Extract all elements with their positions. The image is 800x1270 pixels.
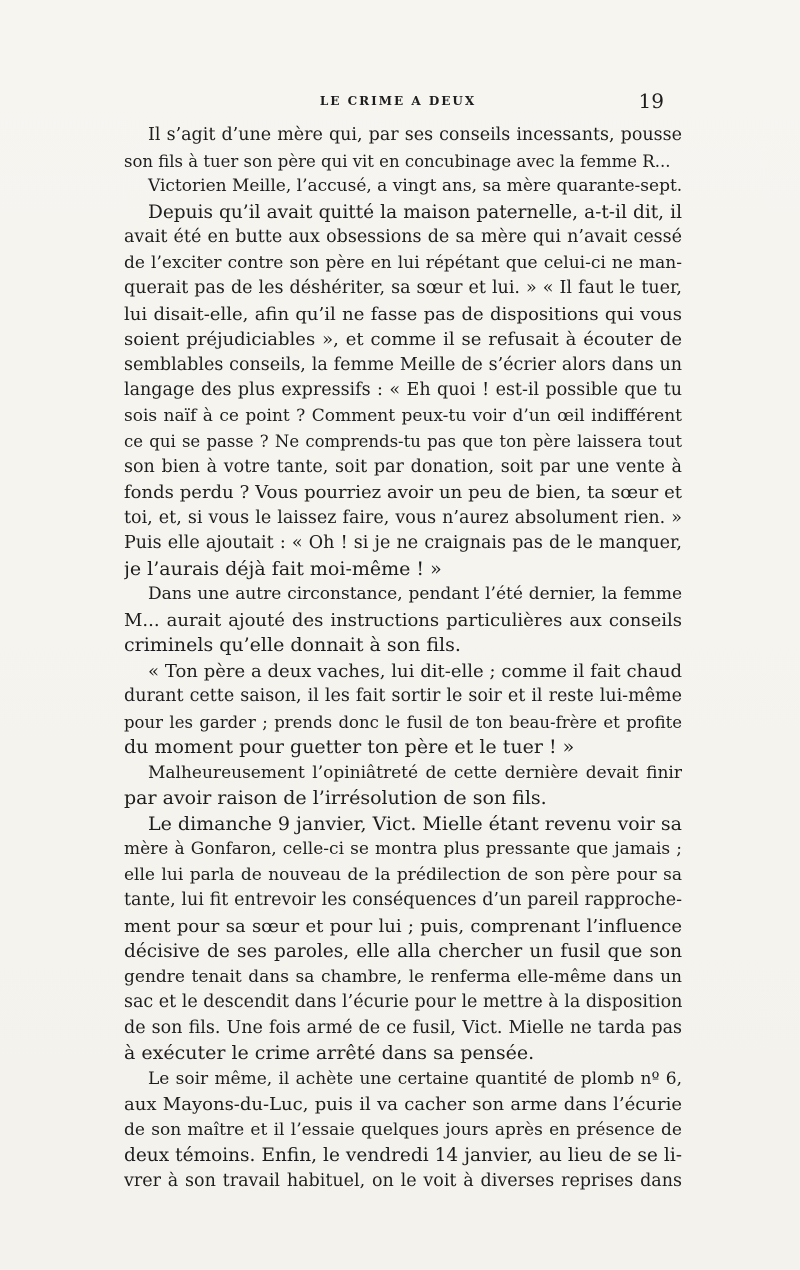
text-line: criminels qu’elle donnait à son fils. — [124, 634, 461, 656]
text-line: à exécuter le crime arrêté dans sa pensée. — [124, 1042, 535, 1064]
text-line: soient préjudiciables », et comme il se refusait à écouter de — [124, 329, 682, 350]
text-line: lui disait-elle, afin qu’il ne fasse pas de dispositions qui vous — [124, 303, 682, 325]
text-line: mère à Gonfaron, celle-ci se montra plus pressante que jamais ; — [124, 839, 682, 859]
text-line: de l’exciter contre son père en lui répétant que celui-ci ne man- — [124, 252, 682, 273]
text-line: de son maître et il l’essaie quelques jours après en présence de — [124, 1119, 682, 1140]
text-line: avait été en butte aux obsessions de sa mère qui n’avait cessé — [124, 227, 682, 247]
body-text — [124, 123, 682, 1194]
text-line: deux témoins. Enfin, le vendredi 14 janvier, au lieu de se li- — [124, 1145, 682, 1166]
running-head — [118, 89, 678, 114]
text-line: langage des plus expressifs : « Eh quoi ! est-il possible que tu — [124, 380, 682, 400]
text-line: Puis elle ajoutait : « Oh ! si je ne craignais pas de le manquer, — [124, 533, 682, 553]
text-line: sac et le descendit dans l’écurie pour le mettre à la disposition — [124, 992, 682, 1012]
text-line: je l’aurais déjà fait moi-même ! » — [124, 557, 442, 580]
text-line: vrer à son travail habituel, on le voit à diverses reprises dans — [124, 1170, 682, 1191]
text-line: décisive de ses paroles, elle alla chercher un fusil que son — [124, 941, 682, 962]
text-line: sois naïf à ce point ? Comment peux-tu voir d’un œil indifférent — [124, 405, 682, 426]
text-line: « Ton père a deux vaches, lui dit-elle ; comme il fait chaud — [148, 660, 682, 682]
text-line: toi, et, si vous le laissez faire, vous n’aurez absolument rien. » — [124, 507, 682, 528]
text-line: ce qui se passe ? Ne comprends-tu pas que ton père laissera tout — [124, 432, 682, 451]
text-line: du moment pour guetter ton père et le tuer ! » — [124, 736, 575, 758]
text-line: Depuis qu’il avait quitté la maison paternelle, a-t-il dit, il — [148, 201, 682, 223]
text-line: Le soir même, il achète une certaine quantité de plomb nº 6, — [148, 1068, 682, 1089]
text-line: aux Mayons-du-Luc, puis il va cacher son arme dans l’écurie — [124, 1094, 682, 1115]
text-line: durant cette saison, il les fait sortir le soir et il reste lui-même — [124, 686, 682, 706]
text-line: par avoir raison de l’irrésolution de son fils. — [124, 787, 547, 809]
page-number: 19 — [638, 89, 664, 113]
text-line: ment pour sa sœur et pour lui ; puis, comprenant l’influence — [124, 915, 682, 937]
text-line: semblables conseils, la femme Meille de s’écrier alors dans un — [124, 354, 682, 375]
text-line: Il s’agit d’une mère qui, par ses conseils incessants, pousse — [148, 125, 682, 145]
text-line: Dans une autre circonstance, pendant l’été dernier, la femme — [148, 584, 682, 604]
text-line: elle lui parla de nouveau de la prédilection de son père pour sa — [124, 864, 682, 885]
text-line: tante, lui fit entrevoir les conséquences d’un pareil rapproche- — [124, 890, 682, 910]
text-line: Victorien Meille, l’accusé, a vingt ans, sa mère quarante-sept. — [148, 176, 682, 196]
text-line: Malheureusement l’opiniâtreté de cette dernière devait finir — [148, 762, 682, 783]
text-line: son bien à votre tante, soit par donation, soit par une vente à — [124, 456, 682, 477]
text-line: M... aurait ajouté des instructions particulières aux conseils — [124, 609, 682, 631]
text-line: Le dimanche 9 janvier, Vict. Mielle étant revenu voir sa — [148, 812, 682, 835]
text-line: pour les garder ; prends donc le fusil de ton beau-frère et profite — [124, 712, 682, 732]
running-title: LE CRIME A DEUX — [319, 94, 477, 108]
text-line: gendre tenait dans sa chambre, le renferma elle-même dans un — [124, 966, 682, 987]
text-line: querait pas de les déshériter, sa sœur et lui. » « Il faut le tuer, — [124, 278, 682, 298]
text-line: fonds perdu ? Vous pourriez avoir un peu de bien, ta sœur et — [124, 482, 682, 503]
text-line: son fils à tuer son père qui vit en concubinage avec la femme R... — [124, 151, 671, 171]
text-line: de son fils. Une fois armé de ce fusil, Vict. Mielle ne tarda pas — [124, 1017, 682, 1038]
